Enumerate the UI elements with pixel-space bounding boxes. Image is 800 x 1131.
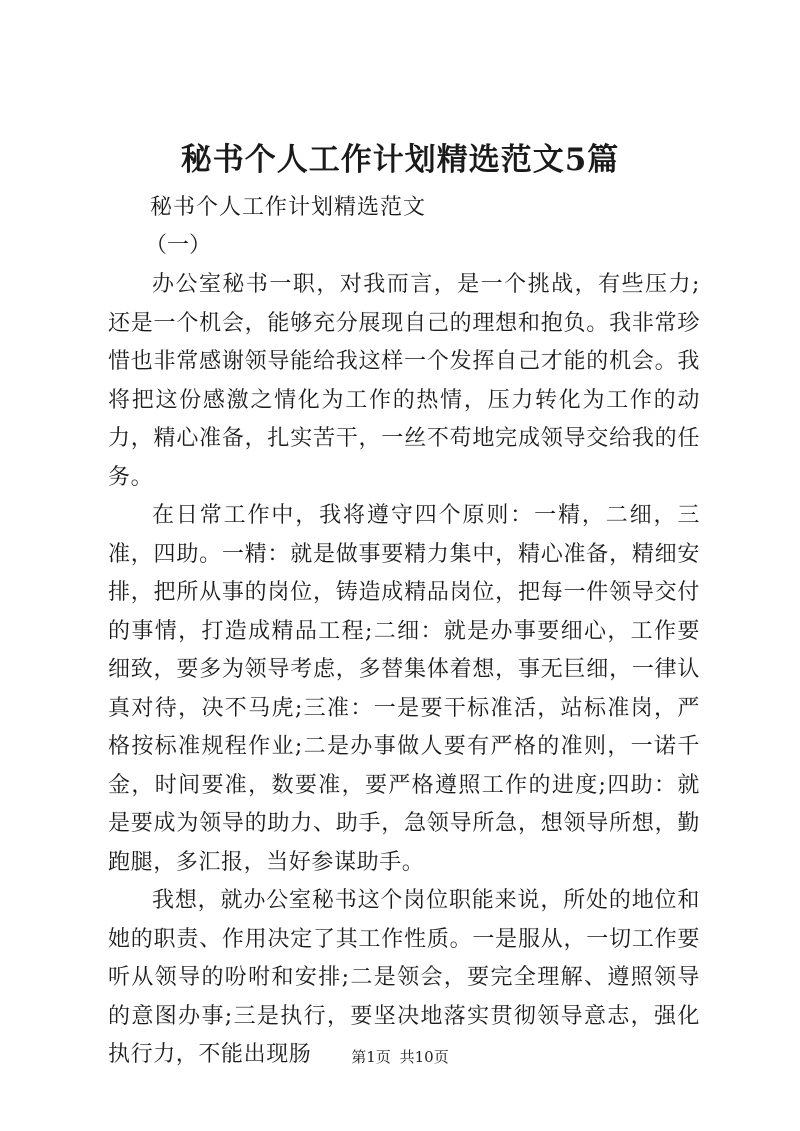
document-title: 秘书个人工作计划精选范文5篇	[180, 142, 620, 178]
document-body	[108, 266, 700, 1075]
document-subtitle: 秘书个人工作计划精选范文	[150, 195, 427, 220]
paragraph: 在日常工作中，我将遵守四个原则：一精，二细，三准，四助。一精：就是做事要精力集中，精心准备，精细安排，把所从事的岗位，铸造成精品岗位，把每一件领导交付的事情，打造成精品工程;二细：就是办事要细心，工作要细致，要多为领导考虑，多替集体着想，事无巨细，一律认真对待，决不马虎;三准：一是要干标准活，站标准岗，严格按标准规程作业;二是办事做人要有严格的准则，一诺千金，时间要准，数要准，要严格遵照工作的进度;四助：就是要成为领导的助力、助手，急领导所急，想领导所想，勤跑腿，多汇报，当好参谋助手。	[108, 503, 700, 875]
paragraph: 我想，就办公室秘书这个岗位职能来说，所处的地位和她的职责、作用决定了其工作性质。一是服从，一切工作要听从领导的吩咐和安排;二是领会，要完全理解、遵照领导的意图办事;三是执行，要坚决地落实贯彻领导意志，强化执行力，不能出现肠	[108, 888, 700, 1067]
paragraph: 办公室秘书一职，对我而言，是一个挑战，有些压力;还是一个机会，能够充分展现自己的理想和抱负。我非常珍惜也非常感谢领导能给我这样一个发挥自己才能的机会。我将把这份感激之情化为工作的热情，压力转化为工作的动力，精心准备，扎实苦干，一丝不苟地完成领导交给我的任务。	[108, 272, 700, 490]
page-footer	[0, 1047, 800, 1067]
page-number: 第1页	[351, 1048, 391, 1066]
section-marker: （一）	[145, 233, 212, 258]
page-total: 共10页	[399, 1048, 449, 1066]
